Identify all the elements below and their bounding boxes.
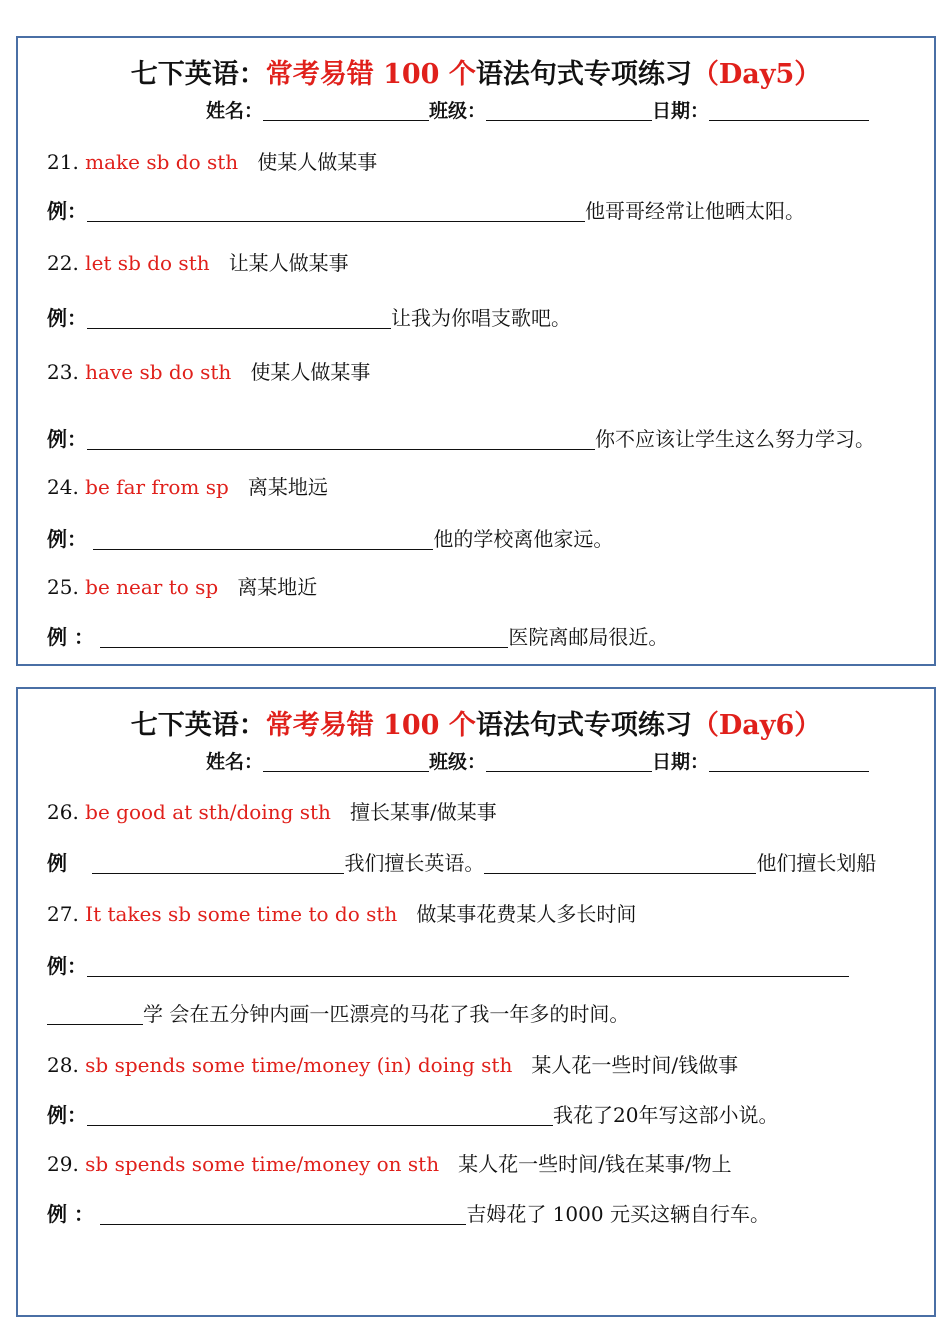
answer-line-23[interactable] — [87, 427, 595, 450]
example-26: 例 我们擅长英语。 他们擅长划船 — [47, 851, 877, 875]
example-23: 例： 你不应该让学生这么努力学习。 — [47, 427, 875, 451]
date-input[interactable] — [709, 751, 869, 772]
example-25: 例 ： 医院离邮局很近。 — [47, 625, 669, 649]
item-21: 21. make sb do sth 使某人做某事 — [47, 150, 378, 174]
item-29: 29. sb spends some time/money on sth 某人花一些时间/钱在某事/物上 — [47, 1152, 732, 1176]
class-input[interactable] — [486, 751, 652, 772]
class-label: 班级： — [429, 100, 487, 122]
answer-line-22[interactable] — [87, 306, 391, 329]
item-28: 28. sb spends some time/money (in) doing sth 某人花一些时间/钱做事 — [47, 1053, 739, 1077]
answer-line-29[interactable] — [100, 1202, 466, 1225]
item-24: 24. be far from sp 离某地远 — [47, 475, 328, 499]
worksheet-day5 — [16, 36, 936, 666]
student-info-row — [206, 747, 869, 774]
answer-line-25[interactable] — [100, 625, 508, 648]
answer-line-28[interactable] — [87, 1103, 553, 1126]
item-27: 27. It takes sb some time to do sth 做某事花费某人多长时间 — [47, 902, 637, 926]
answer-line-27b[interactable] — [47, 1002, 143, 1025]
page-title: 七下英语：常考易错 100 个语法句式专项练习（Day6） — [130, 710, 822, 741]
student-info-row — [206, 96, 869, 123]
answer-line-26b[interactable] — [484, 851, 756, 874]
example-29: 例 ： 吉姆花了 1000 元买这辆自行车。 — [47, 1202, 770, 1226]
answer-line-27[interactable] — [87, 954, 849, 977]
answer-line-21[interactable] — [87, 199, 585, 222]
item-26: 26. be good at sth/doing sth 擅长某事/做某事 — [47, 800, 497, 824]
example-24: 例： 他的学校离他家远。 — [47, 527, 614, 551]
example-28: 例： 我花了20年写这部小说。 — [47, 1103, 779, 1127]
class-label: 班级： — [429, 751, 487, 773]
example-22: 例： 让我为你唱支歌吧。 — [47, 306, 571, 330]
date-label: 日期： — [652, 100, 710, 122]
name-label: 姓名： — [206, 751, 264, 773]
answer-line-24[interactable] — [93, 527, 433, 550]
date-input[interactable] — [709, 100, 869, 121]
answer-line-26a[interactable] — [92, 851, 344, 874]
item-23: 23. have sb do sth 使某人做某事 — [47, 360, 371, 384]
item-22: 22. let sb do sth 让某人做某事 — [47, 251, 349, 275]
example-27-continued: 学 会在五分钟内画一匹漂亮的马花了我一年多的时间。 — [47, 998, 629, 1027]
example-21: 例： 他哥哥经常让他晒太阳。 — [47, 199, 805, 223]
date-label: 日期： — [652, 751, 710, 773]
name-input[interactable] — [263, 100, 429, 121]
class-input[interactable] — [486, 100, 652, 121]
page-title: 七下英语：常考易错 100 个语法句式专项练习（Day5） — [130, 59, 822, 90]
name-input[interactable] — [263, 751, 429, 772]
worksheet-day6 — [16, 687, 936, 1317]
example-27: 例： — [47, 950, 849, 979]
item-25: 25. be near to sp 离某地近 — [47, 575, 318, 599]
name-label: 姓名： — [206, 100, 264, 122]
